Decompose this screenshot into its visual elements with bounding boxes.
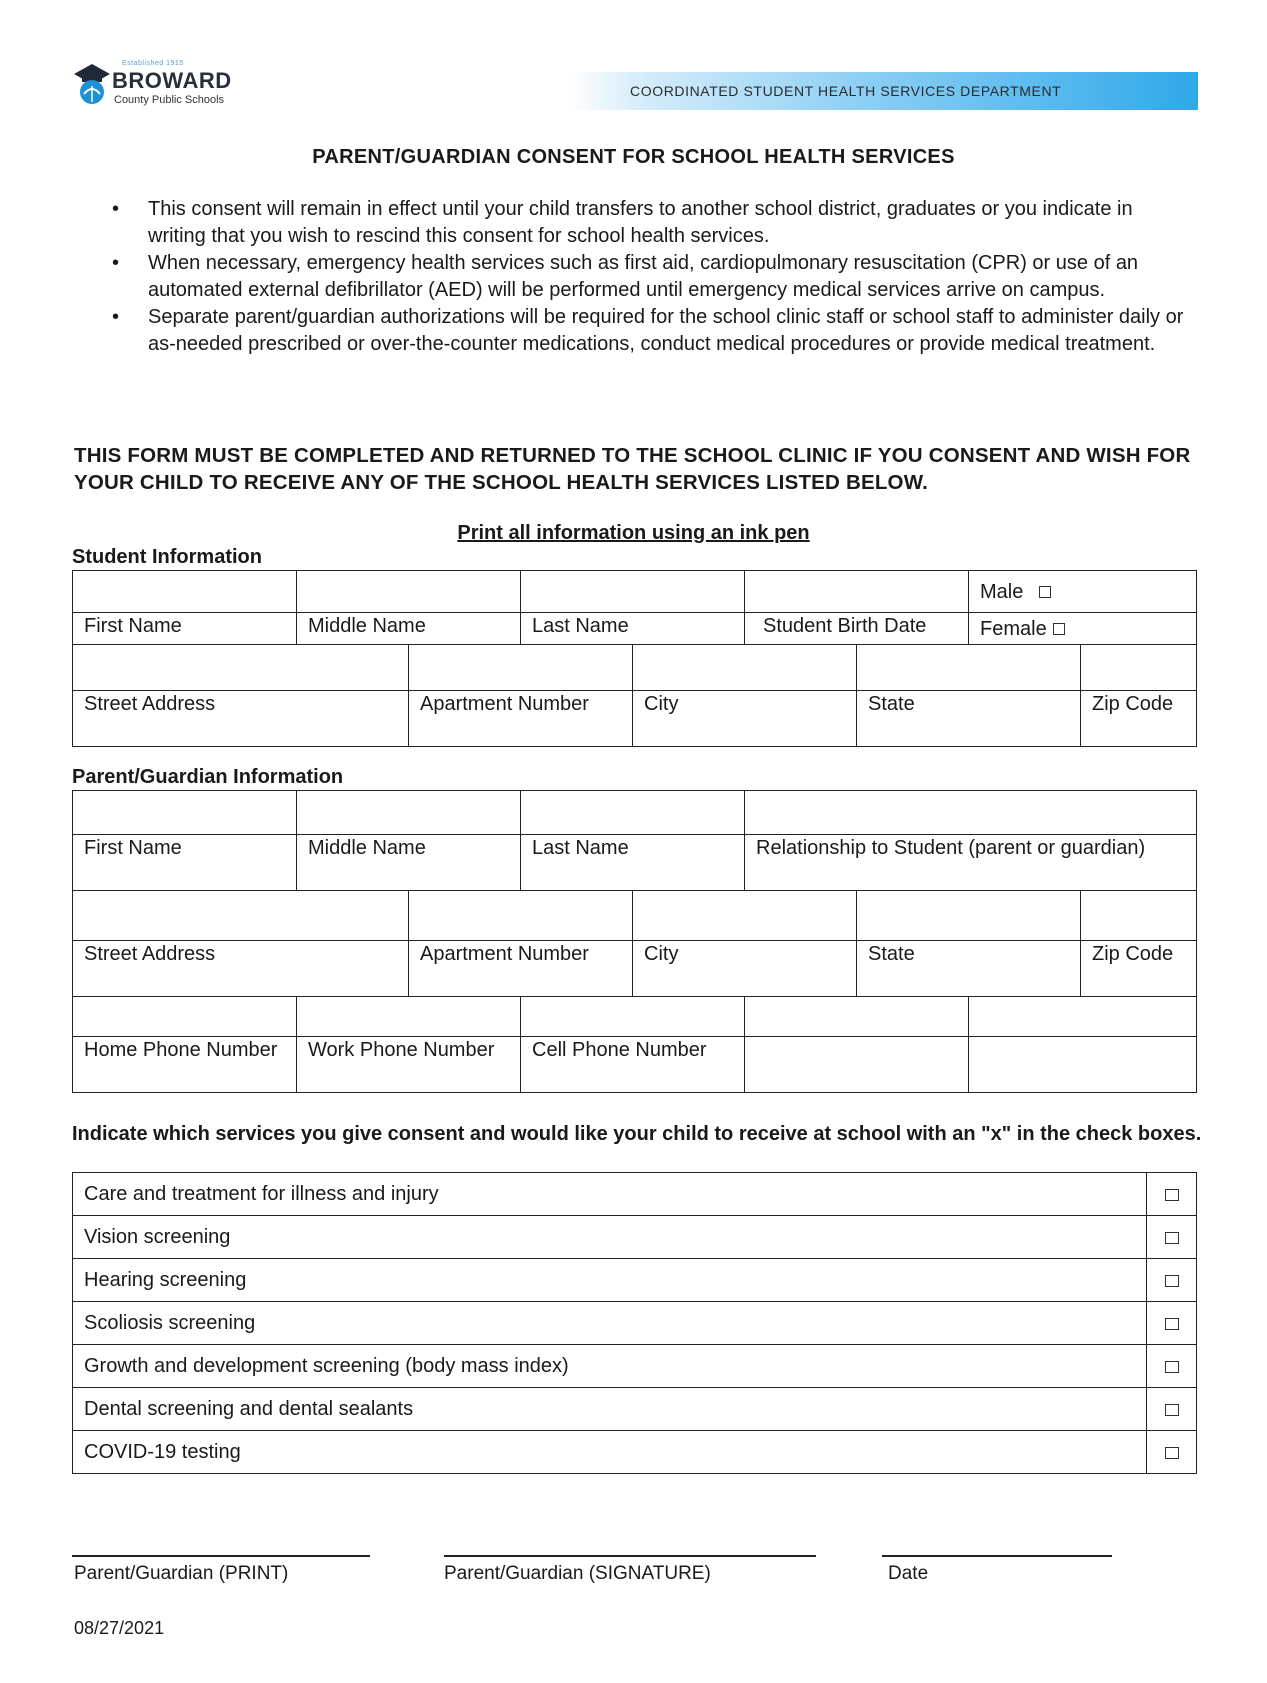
service-checkbox[interactable] — [1165, 1232, 1179, 1244]
guardian-middle-name-label: Middle Name — [297, 835, 521, 891]
table-row — [73, 1259, 1197, 1302]
date-line[interactable] — [882, 1555, 1112, 1557]
bullet-dot: • — [112, 198, 120, 220]
male-option[interactable] — [969, 571, 1197, 613]
logo-name: BROWARD — [112, 68, 232, 93]
notice-text: THIS FORM MUST BE COMPLETED AND RETURNED TO THE SCHOOL CLINIC IF YOU CONSENT AND WISH FOR YOUR CHILD TO RECEIVE ANY OF THE SCHOOL HEALTH SERVICES LISTED BELOW. — [74, 444, 1191, 494]
date-label: Date — [888, 1563, 929, 1584]
service-label: Vision screening — [73, 1216, 1147, 1259]
work-phone-input[interactable] — [297, 997, 521, 1037]
student-name-table — [72, 570, 1197, 645]
student-street-input[interactable] — [73, 645, 409, 691]
table-row — [73, 1431, 1197, 1474]
service-checkbox[interactable] — [1165, 1447, 1179, 1459]
bullet-text: When necessary, emergency health services such as first aid, cardiopulmonary resuscitation (CPR) or use of an automated external defibrillator (AED) will be performed until emergency medical services arrive on campus. — [148, 252, 1139, 301]
list-item — [108, 250, 1188, 304]
blank-cell — [745, 1037, 969, 1093]
male-label: Male — [980, 580, 1024, 603]
work-phone-label: Work Phone Number — [297, 1037, 521, 1093]
guardian-apartment-label: Apartment Number — [409, 941, 633, 997]
bullet-text: Separate parent/guardian authorizations will be required for the school clinic staff or school staff to administer daily or as-needed prescribed or over-the-counter medications, conduct medical procedures or provide medical treatment. — [148, 306, 1184, 355]
guardian-apartment-input[interactable] — [409, 891, 633, 941]
service-label: Growth and development screening (body mass index) — [73, 1345, 1147, 1388]
bullet-dot: • — [112, 252, 120, 274]
blank-cell — [969, 997, 1197, 1037]
guardian-name-table — [72, 790, 1197, 891]
student-first-name-input[interactable] — [73, 571, 297, 613]
services-instruction: Indicate which services you give consent and would like your child to receive at school with an "x" in the check boxes. — [72, 1123, 1202, 1145]
student-zip-input[interactable] — [1081, 645, 1197, 691]
guardian-first-name-input[interactable] — [73, 791, 297, 835]
student-apartment-label: Apartment Number — [409, 691, 633, 747]
form-version-date: 08/27/2021 — [74, 1618, 165, 1638]
guardian-middle-name-input[interactable] — [297, 791, 521, 835]
service-label: Dental screening and dental sealants — [73, 1388, 1147, 1431]
service-checkbox[interactable] — [1165, 1275, 1179, 1287]
services-table — [72, 1172, 1197, 1474]
service-label: Hearing screening — [73, 1259, 1147, 1302]
logo-established: Established 1915 — [122, 60, 184, 67]
cell-phone-label: Cell Phone Number — [521, 1037, 745, 1093]
student-state-label: State — [857, 691, 1081, 747]
guardian-section-label: Parent/Guardian Information — [72, 766, 344, 788]
service-label: COVID-19 testing — [73, 1431, 1147, 1474]
table-row — [73, 1216, 1197, 1259]
signature-label: Parent/Guardian (SIGNATURE) — [444, 1563, 711, 1584]
guardian-city-label: City — [633, 941, 857, 997]
student-first-name-label: First Name — [73, 613, 297, 645]
student-city-input[interactable] — [633, 645, 857, 691]
female-label: Female — [980, 617, 1047, 640]
guardian-last-name-label: Last Name — [521, 835, 745, 891]
student-apartment-input[interactable] — [409, 645, 633, 691]
blank-cell — [969, 1037, 1197, 1093]
guardian-first-name-label: First Name — [73, 835, 297, 891]
bullet-text: This consent will remain in effect until your child transfers to another school district, graduates or you indicate in writing that you wish to rescind this consent for school health services. — [148, 198, 1133, 247]
graduation-cap-icon — [72, 60, 112, 110]
student-city-label: City — [633, 691, 857, 747]
service-checkbox[interactable] — [1165, 1318, 1179, 1330]
female-option[interactable] — [969, 613, 1197, 645]
blank-cell — [745, 997, 969, 1037]
service-label: Care and treatment for illness and injury — [73, 1173, 1147, 1216]
student-birth-date-label: Student Birth Date — [745, 613, 969, 645]
guardian-address-table — [72, 890, 1197, 997]
student-last-name-label: Last Name — [521, 613, 745, 645]
guardian-state-input[interactable] — [857, 891, 1081, 941]
student-section-label: Student Information — [72, 546, 262, 568]
table-row — [73, 1173, 1197, 1216]
home-phone-label: Home Phone Number — [73, 1037, 297, 1093]
logo-subname: County Public Schools — [114, 94, 225, 106]
home-phone-input[interactable] — [73, 997, 297, 1037]
guardian-state-label: State — [857, 941, 1081, 997]
service-checkbox[interactable] — [1165, 1189, 1179, 1201]
guardian-relationship-input[interactable] — [745, 791, 1197, 835]
cell-phone-input[interactable] — [521, 997, 745, 1037]
guardian-phone-table — [72, 996, 1197, 1093]
service-label: Scoliosis screening — [73, 1302, 1147, 1345]
student-last-name-input[interactable] — [521, 571, 745, 613]
table-row — [73, 1345, 1197, 1388]
female-checkbox[interactable] — [1053, 623, 1065, 635]
list-item — [108, 304, 1188, 358]
guardian-zip-input[interactable] — [1081, 891, 1197, 941]
guardian-zip-label: Zip Code — [1081, 941, 1197, 997]
table-row — [73, 1388, 1197, 1431]
student-middle-name-input[interactable] — [297, 571, 521, 613]
table-row — [73, 1302, 1197, 1345]
guardian-street-label: Street Address — [73, 941, 409, 997]
guardian-street-input[interactable] — [73, 891, 409, 941]
service-checkbox[interactable] — [1165, 1361, 1179, 1373]
department-banner — [570, 72, 1198, 110]
student-address-table — [72, 644, 1197, 747]
page-title: PARENT/GUARDIAN CONSENT FOR SCHOOL HEALTH SERVICES — [312, 146, 955, 168]
broward-logo — [72, 60, 242, 116]
service-checkbox[interactable] — [1165, 1404, 1179, 1416]
print-name-label: Parent/Guardian (PRINT) — [74, 1563, 289, 1584]
signature-line[interactable] — [444, 1555, 816, 1557]
student-middle-name-label: Middle Name — [297, 613, 521, 645]
student-street-label: Street Address — [73, 691, 409, 747]
male-checkbox[interactable] — [1039, 586, 1051, 598]
list-item — [108, 196, 1188, 250]
bullet-dot: • — [112, 306, 120, 328]
guardian-relationship-label: Relationship to Student (parent or guardian) — [745, 835, 1197, 891]
guardian-city-input[interactable] — [633, 891, 857, 941]
student-zip-label: Zip Code — [1081, 691, 1197, 747]
bullet-list — [108, 196, 1188, 358]
ink-instruction: Print all information using an ink pen — [457, 522, 810, 544]
student-state-input[interactable] — [857, 645, 1081, 691]
department-name: COORDINATED STUDENT HEALTH SERVICES DEPARTMENT — [630, 83, 1062, 99]
print-name-line[interactable] — [72, 1555, 370, 1557]
student-birth-date-input[interactable] — [745, 571, 969, 613]
guardian-last-name-input[interactable] — [521, 791, 745, 835]
